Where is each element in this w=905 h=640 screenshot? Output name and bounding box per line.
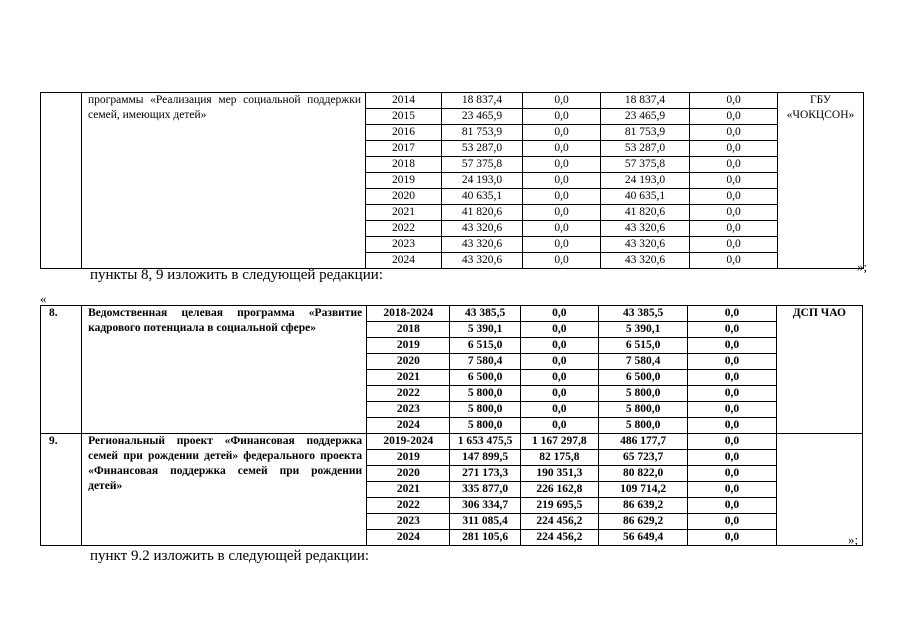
year-cell: 2022 xyxy=(367,498,450,514)
paragraph-2: пункт 9.2 изложить в следующей редакции: xyxy=(90,548,370,564)
regional-budget-cell: 5 390,1 xyxy=(599,322,688,338)
regional-budget-cell: 86 639,2 xyxy=(599,498,688,514)
year-cell: 2021 xyxy=(367,370,450,386)
regional-budget-cell: 41 820,6 xyxy=(601,205,690,221)
federal-budget-cell: 0,0 xyxy=(523,221,601,237)
regional-budget-cell: 5 800,0 xyxy=(599,386,688,402)
program-description: программы «Реализация мер социальной поддержки семей, имеющих детей» xyxy=(82,93,366,269)
year-cell: 2019 xyxy=(367,338,450,354)
total-cell: 23 465,9 xyxy=(442,109,523,125)
close-quote-2: »; xyxy=(848,532,859,547)
total-cell: 40 635,1 xyxy=(442,189,523,205)
regional-budget-cell: 5 800,0 xyxy=(599,402,688,418)
regional-budget-cell: 109 714,2 xyxy=(599,482,688,498)
executor-cell: ГБУ «ЧОКЦСОН» xyxy=(778,93,864,269)
total-cell: 24 193,0 xyxy=(442,173,523,189)
other-sources-cell: 0,0 xyxy=(690,109,778,125)
other-sources-cell: 0,0 xyxy=(688,498,776,514)
federal-budget-cell: 0,0 xyxy=(520,322,598,338)
other-sources-cell: 0,0 xyxy=(688,370,776,386)
other-sources-cell: 0,0 xyxy=(688,338,776,354)
regional-budget-cell: 65 723,7 xyxy=(599,450,688,466)
year-cell: 2024 xyxy=(367,530,450,546)
federal-budget-cell: 0,0 xyxy=(523,109,601,125)
total-cell: 6 500,0 xyxy=(450,370,520,386)
regional-budget-cell: 53 287,0 xyxy=(601,141,690,157)
other-sources-cell: 0,0 xyxy=(688,466,776,482)
federal-budget-cell: 0,0 xyxy=(523,237,601,253)
federal-budget-cell: 82 175,8 xyxy=(520,450,598,466)
open-quote: « xyxy=(40,291,47,306)
paragraph-1: пункты 8, 9 изложить в следующей редакции: xyxy=(90,267,383,283)
federal-budget-cell: 224 456,2 xyxy=(520,530,598,546)
regional-budget-cell: 86 629,2 xyxy=(599,514,688,530)
other-sources-cell: 0,0 xyxy=(688,322,776,338)
year-cell: 2018 xyxy=(366,157,442,173)
federal-budget-cell: 0,0 xyxy=(520,386,598,402)
total-cell: 147 899,5 xyxy=(450,450,520,466)
other-sources-cell: 0,0 xyxy=(688,386,776,402)
year-cell: 2021 xyxy=(366,205,442,221)
other-sources-cell: 0,0 xyxy=(688,434,776,450)
other-sources-cell: 0,0 xyxy=(690,253,778,269)
regional-budget-cell: 6 515,0 xyxy=(599,338,688,354)
regional-budget-cell: 43 320,6 xyxy=(601,237,690,253)
total-cell: 7 580,4 xyxy=(450,354,520,370)
program-table-1 xyxy=(40,92,864,269)
federal-budget-cell: 0,0 xyxy=(523,173,601,189)
year-cell: 2022 xyxy=(367,386,450,402)
other-sources-cell: 0,0 xyxy=(690,141,778,157)
total-cell: 311 085,4 xyxy=(450,514,520,530)
federal-budget-cell: 0,0 xyxy=(523,93,601,109)
regional-budget-cell: 80 822,0 xyxy=(599,466,688,482)
federal-budget-cell: 224 456,2 xyxy=(520,514,598,530)
regional-budget-cell: 56 649,4 xyxy=(599,530,688,546)
regional-budget-cell: 18 837,4 xyxy=(601,93,690,109)
year-cell: 2017 xyxy=(366,141,442,157)
total-cell: 5 390,1 xyxy=(450,322,520,338)
total-cell: 18 837,4 xyxy=(442,93,523,109)
total-cell: 81 753,9 xyxy=(442,125,523,141)
other-sources-cell: 0,0 xyxy=(688,306,776,322)
table-2-body xyxy=(41,306,863,546)
year-cell: 2019 xyxy=(367,450,450,466)
total-cell: 57 375,8 xyxy=(442,157,523,173)
executor-cell: ДСП ЧАО xyxy=(776,306,862,434)
regional-budget-cell: 43 320,6 xyxy=(601,253,690,269)
other-sources-cell: 0,0 xyxy=(688,450,776,466)
total-cell: 53 287,0 xyxy=(442,141,523,157)
total-cell: 5 800,0 xyxy=(450,386,520,402)
total-cell: 43 320,6 xyxy=(442,253,523,269)
year-cell: 2019 xyxy=(366,173,442,189)
year-cell: 2020 xyxy=(367,354,450,370)
federal-budget-cell: 0,0 xyxy=(520,418,598,434)
item-number: 8. xyxy=(41,306,82,434)
regional-budget-cell: 43 385,5 xyxy=(599,306,688,322)
item-number xyxy=(41,93,82,269)
year-cell: 2023 xyxy=(366,237,442,253)
total-cell: 43 320,6 xyxy=(442,237,523,253)
year-cell: 2023 xyxy=(367,402,450,418)
other-sources-cell: 0,0 xyxy=(690,189,778,205)
total-cell: 43 320,6 xyxy=(442,221,523,237)
federal-budget-cell: 0,0 xyxy=(523,157,601,173)
year-cell: 2019-2024 xyxy=(367,434,450,450)
other-sources-cell: 0,0 xyxy=(690,157,778,173)
total-cell: 5 800,0 xyxy=(450,402,520,418)
other-sources-cell: 0,0 xyxy=(688,514,776,530)
federal-budget-cell: 0,0 xyxy=(520,354,598,370)
total-cell: 271 173,3 xyxy=(450,466,520,482)
regional-budget-cell: 43 320,6 xyxy=(601,221,690,237)
other-sources-cell: 0,0 xyxy=(688,402,776,418)
year-cell: 2018 xyxy=(367,322,450,338)
total-cell: 41 820,6 xyxy=(442,205,523,221)
total-cell: 1 653 475,5 xyxy=(450,434,520,450)
year-cell: 2023 xyxy=(367,514,450,530)
table-1-body xyxy=(41,93,864,269)
federal-budget-cell: 190 351,3 xyxy=(520,466,598,482)
other-sources-cell: 0,0 xyxy=(690,205,778,221)
total-cell: 43 385,5 xyxy=(450,306,520,322)
total-cell: 281 105,6 xyxy=(450,530,520,546)
federal-budget-cell: 1 167 297,8 xyxy=(520,434,598,450)
other-sources-cell: 0,0 xyxy=(688,482,776,498)
regional-budget-cell: 40 635,1 xyxy=(601,189,690,205)
table-row xyxy=(41,306,863,322)
program-description: Ведомственная целевая программа «Развитие кадрового потенциала в социальной сфере» xyxy=(82,306,367,434)
year-cell: 2018-2024 xyxy=(367,306,450,322)
federal-budget-cell: 219 695,5 xyxy=(520,498,598,514)
year-cell: 2021 xyxy=(367,482,450,498)
year-cell: 2020 xyxy=(366,189,442,205)
year-cell: 2024 xyxy=(367,418,450,434)
federal-budget-cell: 0,0 xyxy=(523,125,601,141)
other-sources-cell: 0,0 xyxy=(688,418,776,434)
regional-budget-cell: 23 465,9 xyxy=(601,109,690,125)
total-cell: 306 334,7 xyxy=(450,498,520,514)
program-table-2 xyxy=(40,305,863,546)
regional-budget-cell: 24 193,0 xyxy=(601,173,690,189)
federal-budget-cell: 0,0 xyxy=(523,205,601,221)
federal-budget-cell: 0,0 xyxy=(523,253,601,269)
other-sources-cell: 0,0 xyxy=(690,125,778,141)
federal-budget-cell: 0,0 xyxy=(523,141,601,157)
table-row xyxy=(41,434,863,450)
year-cell: 2022 xyxy=(366,221,442,237)
other-sources-cell: 0,0 xyxy=(690,237,778,253)
regional-budget-cell: 6 500,0 xyxy=(599,370,688,386)
other-sources-cell: 0,0 xyxy=(688,530,776,546)
year-cell: 2024 xyxy=(366,253,442,269)
close-quote-1: »; xyxy=(857,259,868,274)
federal-budget-cell: 226 162,8 xyxy=(520,482,598,498)
year-cell: 2015 xyxy=(366,109,442,125)
federal-budget-cell: 0,0 xyxy=(523,189,601,205)
federal-budget-cell: 0,0 xyxy=(520,338,598,354)
other-sources-cell: 0,0 xyxy=(688,354,776,370)
program-description: Региональный проект «Финансовая поддержка семей при рождении детей» федерального проекта «Финансовая поддержка семей при рождении детей» xyxy=(82,434,367,546)
other-sources-cell: 0,0 xyxy=(690,93,778,109)
other-sources-cell: 0,0 xyxy=(690,221,778,237)
year-cell: 2016 xyxy=(366,125,442,141)
federal-budget-cell: 0,0 xyxy=(520,370,598,386)
regional-budget-cell: 57 375,8 xyxy=(601,157,690,173)
item-number: 9. xyxy=(41,434,82,546)
federal-budget-cell: 0,0 xyxy=(520,402,598,418)
total-cell: 6 515,0 xyxy=(450,338,520,354)
regional-budget-cell: 81 753,9 xyxy=(601,125,690,141)
total-cell: 335 877,0 xyxy=(450,482,520,498)
federal-budget-cell: 0,0 xyxy=(520,306,598,322)
year-cell: 2014 xyxy=(366,93,442,109)
table-row xyxy=(41,93,864,109)
executor-cell xyxy=(776,434,862,546)
total-cell: 5 800,0 xyxy=(450,418,520,434)
other-sources-cell: 0,0 xyxy=(690,173,778,189)
regional-budget-cell: 486 177,7 xyxy=(599,434,688,450)
regional-budget-cell: 5 800,0 xyxy=(599,418,688,434)
regional-budget-cell: 7 580,4 xyxy=(599,354,688,370)
year-cell: 2020 xyxy=(367,466,450,482)
